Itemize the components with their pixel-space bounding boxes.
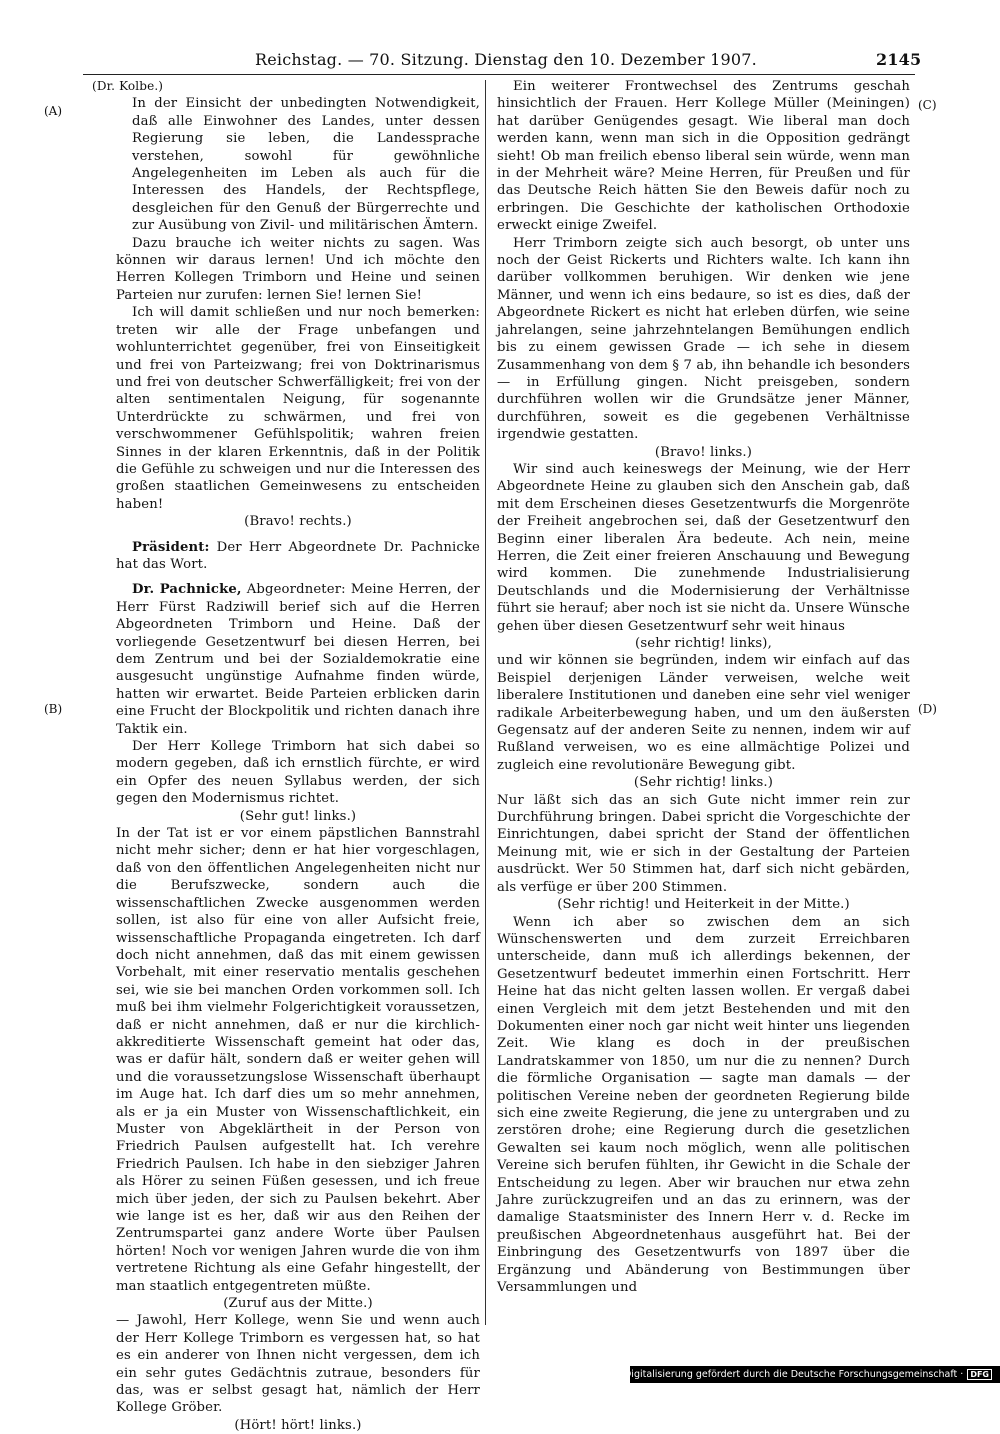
- paragraph: Wenn ich aber so zwischen dem an sich Wünschenswerten und dem zurzeit Erreichbaren unterscheide, dann muß ich allerdings bekennen, der Gesetzentwurf bedeutet immerhin einen Fortschritt. Herr Heine hat das nicht gelten lassen wollen. Er vergaß dabei einen Vergleich mit dem jetzt Bestehenden und mit den Dokumenten einer noch gar nicht weit hinter uns liegenden Zeit. Wie klang es doch in der preußischen Landratskammer von 1850, um nur die zu nennen? Durch die förmliche Organisation — sagte man damals — der politischen Vereine neben der geordneten Regierung bilde sich eine zweite Regierung, die jene zu untergraben und zu zerstören drohe; eine Regierung durch die gesetzlichen Gewalten sei kaum noch möglich, wenn alle politischen Vereine sich berufen fühlten, ihr Gewicht in die Schale der Entscheidung zu legen. Aber wir brauchen nur etwa zehn Jahre zurückzugreifen und an das zu erinnern, was der damalige Staatsminister des Innern Herr v. d. Recke im preußischen Abgeordnetenhaus ausgeführt hat. Bei der Einbringung des Gesetzentwurfs von 1897 über die Ergänzung und Abänderung von Bestimmungen über Versammlungen und: [497, 914, 910, 1296]
- interjection: (Sehr gut! links.): [239, 808, 357, 824]
- digitization-footer: [623, 1366, 1000, 1383]
- speaker-name: Präsident:: [132, 539, 210, 555]
- page-number: 2145: [876, 50, 922, 69]
- paragraph: In der Tat ist er vor einem päpstlichen Bannstrahl nicht mehr sicher; denn er hat hier vorgeschlagen, daß von den öffentlichen Angelegenheiten nicht nur die Berufszwecke, sondern auch die wissenschaftlichen Zwecke ausgenommen werden sollen, ist also für eine von aller Aufsicht freie, wissenschaftliche Propaganda eingetreten. Ich darf doch nicht annehmen, daß das mit einem gewissen Vorbehalt, mit einer reservatio mentalis geschehen sei, wie sie bei manchen Orden vorkommen soll. Ich muß bei ihm vielmehr Folgerichtigkeit voraussetzen, daß er nicht annehmen, daß er nur die kirchlich-akkreditierte Wissenschaft gemeint hat oder das, was er dafür hält, sondern daß er weiter gehen will und die voraussetzungslose Wissenschaft überhaupt im Auge hat. Ich darf dies um so mehr annehmen, als er ja ein Muster von Wissenschaftlichkeit, ein Muster von Abgeklärtheit in der Person von Friedrich Paulsen aufgestellt hat. Ich verehre Friedrich Paulsen. Ich habe in den siebziger Jahren als Hörer zu seinen Füßen gesessen, und ich freue mich über jeden, der sich zu Paulsen bekehrt. Aber wie lange ist es her, daß wir aus den Reihen der Zentrumspartei ganz andere Worte über Paulsen hörten! Noch vor wenigen Jahren wurde die von ihm vertretene Richtung als eine Gefahr hingestellt, der man staatlich entgegentreten müßte.: [116, 826, 480, 1294]
- right-column: [497, 78, 910, 1296]
- speech-text: Der Herr Abgeordnete Dr. Pachnicke hat das Wort.: [116, 539, 480, 572]
- interjection: (Bravo! rechts.): [244, 514, 352, 530]
- header-rule: [83, 74, 915, 75]
- interjection: (sehr richtig! links),: [635, 636, 772, 651]
- margin-marker-a: (A): [44, 104, 63, 118]
- interjection: (Hört! hört! links.): [234, 1417, 362, 1433]
- margin-marker-d: (D): [918, 702, 937, 716]
- footer-text: Digitalisierung gefördert durch die Deutsche Forschungsgemeinschaft ·: [623, 1369, 964, 1380]
- paragraph: Herr Trimborn zeigte sich auch besorgt, ob unter uns noch der Geist Rickerts und Richters walte. Ich kann ihn darüber vollkommen beruhigen. Wir denken wie jene Männer, und wenn ich eins bedaure, so ist es dies, daß der Abgeordnete Rickert es nicht hat erleben dürfen, wie seine jahrelangen, seine jahrzehntelangen Bemühungen endlich bis zu einem gewissen Grade — ich sehe in diesem Zusammenhang von dem § 7 ab, ihn behandle ich besonders — in Erfüllung gingen. Nicht preisgeben, sondern durchführen wollen wir die Grundsätze jener Männer, durchführen, soweit es die gegebenen Verhältnisse irgendwie gestatten.: [497, 235, 910, 443]
- paragraph: Wir sind auch keineswegs der Meinung, wie der Herr Abgeordnete Heine zu glauben sich den Anschein gab, daß mit dem Erscheinen dieses Gesetzentwurfs die Morgenröte der Freiheit angebrochen sei, daß der Gesetzentwurf den Beginn einer liberalen Ära bedeute. Ach nein, meine Herren, die Zeit einer freieren Anschauung und Bewegung wird kommen. Die zunehmende Industrialisierung Deutschlands und die Modernisierung der Verhältnisse führt sie herauf; aber noch ist sie nicht da. Unsere Wünsche gehen über diesen Gesetzentwurf sehr weit hinaus: [497, 461, 910, 634]
- dfg-logo: DFG: [967, 1369, 992, 1380]
- quoted-paragraph: In der Einsicht der unbedingten Notwendigkeit, daß alle Einwohner des Landes, unter dessen Regierung sie leben, die Landessprache verstehen, sowohl für gewöhnliche Angelegenheiten im Leben als auch für die Interessen des Handels, der Rechtspflege, desgleichen für den Genuß der Bürgerrechte und zur Ausübung von Zivil- und militärischen Ämtern.: [132, 96, 480, 234]
- paragraph: Nur läßt sich das an sich Gute nicht immer rein zur Durchführung bringen. Dabei spricht die Vorgeschichte der Einrichtungen, dabei spricht der Stand der öffentlichen Meinung mit, wie er sich in der Gestaltung der Parteien ausdrückt. Wer 50 Stimmen hat, darf sich nicht gebärden, als verfüge er über 200 Stimmen.: [497, 792, 910, 895]
- margin-marker-c: (C): [918, 98, 937, 112]
- president-paragraph: [116, 539, 480, 574]
- column-divider: [485, 80, 486, 1325]
- paragraph: Ich will damit schließen und nur noch bemerken: treten wir alle der Frage unbefangen und wohlunterrichtet gegenüber, frei von Einseitigkeit und frei von Parteizwang; frei von Doktrinarismus und frei von deutscher Schwerfälligkeit; frei von der alten sentimentalen Neigung, für sogenannte Unterdrückte zu schwärmen, und frei von verschwommener Gefühlspolitik; wahren freien Sinnes in der klaren Erkenntnis, daß in der Politik die Gefühle zu schweigen und nur die Interessen des großen staatlichen Gemeinwesens zu entscheiden haben!: [116, 305, 480, 512]
- margin-marker-b: (B): [44, 702, 63, 716]
- paragraph: und wir können sie begründen, indem wir einfach auf das Beispiel derjenigen Länder verweisen, welche weit liberalere Institutionen und daneben eine sehr viel weniger radikale Arbeiterbewegung haben, und um den äußersten Gegensatz auf der anderen Seite zu nennen, indem wir auf Rußland verweisen, wo es eine allmächtige Polizei und zugleich eine revolutionäre Bewegung gibt.: [497, 653, 910, 773]
- interjection: (Sehr richtig! und Heiterkeit in der Mitte.): [557, 897, 850, 913]
- speaker-reference: (Dr. Kolbe.): [92, 79, 164, 93]
- paragraph: Der Herr Kollege Trimborn hat sich dabei so modern gegeben, daß ich ernstlich fürchte, er wird ein Opfer des neuen Syllabus werden, der sich gegen den Modernismus richtet.: [116, 739, 480, 807]
- speech-paragraph: [116, 581, 480, 738]
- interjection: (Bravo! links.): [654, 444, 753, 460]
- left-column: [92, 78, 480, 1434]
- interjection: (Sehr richtig! links.): [633, 775, 774, 791]
- paragraph: Dazu brauche ich weiter nichts zu sagen. Was können wir daraus lernen! Und ich möchte den Herren Kollegen Trimborn und Heine und seinen Parteien nur zurufen: lernen Sie! lernen Sie!: [116, 235, 480, 303]
- interjection: (Zuruf aus der Mitte.): [223, 1296, 373, 1312]
- paragraph: Ein weiterer Frontwechsel des Zentrums geschah hinsichtlich der Frauen. Herr Kollege Müller (Meiningen) hat darüber Genügendes gesagt. Wie liberal man doch werden kann, wenn man sich in die Opposition gedrängt sieht! Ob man freilich ebenso liberal sein würde, wenn man in der Mehrheit wäre? Meine Herren, für Preußen und für das Deutsche Reich hätten Sie den Beweis dafür noch zu erbringen. Die Geschichte der katholischen Orthodoxie erweckt einige Zweifel.: [497, 79, 910, 234]
- running-title: Reichstag. — 70. Sitzung. Dienstag den 10. Dezember 1907.: [255, 50, 757, 69]
- paragraph: — Jawohl, Herr Kollege, wenn Sie und wenn auch der Herr Kollege Trimborn es vergessen hat, so hat es ein anderer von Ihnen nicht vergessen, dem ich ein sehr gutes Gedächtnis zutraue, besonders für das, was er selbst gesagt hat, nämlich der Herr Kollege Gröber.: [116, 1313, 480, 1416]
- page-header: [0, 50, 1000, 74]
- speaker-name: Dr. Pachnicke,: [132, 582, 242, 598]
- speech-text: Abgeordneter: Meine Herren, der Herr Fürst Radziwill berief sich auf die Herren Abgeordneten Trimborn und Heine. Daß der vorliegende Gesetzentwurf bei diesen Herren, bei dem Zentrum und bei der Sozialdemokratie eine ausgesucht ungünstige Aufnahme finden würde, hatten wir erwartet. Beide Parteien erblicken darin eine Frucht der Blockpolitik und richten danach ihre Taktik ein.: [116, 582, 480, 737]
